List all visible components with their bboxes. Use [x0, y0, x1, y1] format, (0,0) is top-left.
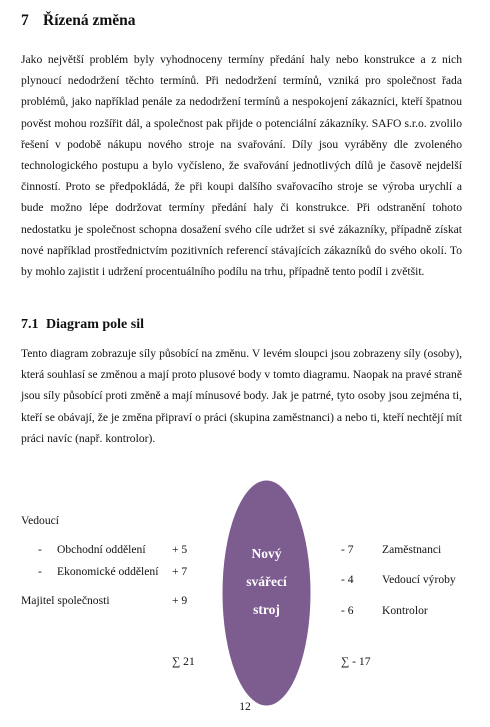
section-number: 7: [21, 12, 29, 29]
center-label-line-1: Nový: [251, 546, 282, 561]
page-number: 12: [239, 700, 251, 713]
center-label-line-2: svářecí: [246, 574, 287, 589]
center-label-line-3: stroj: [253, 602, 280, 617]
left-group-label: Vedoucí: [21, 514, 59, 527]
right-item-label: Zaměstnanci: [382, 543, 442, 556]
left-item-label: Obchodní oddělení: [57, 543, 146, 556]
right-item-label: Vedoucí výroby: [382, 573, 456, 586]
right-item-value: - 6: [341, 604, 354, 617]
right-item-value: - 7: [341, 543, 354, 556]
left-item-bullet: -: [38, 543, 42, 556]
section-heading: [21, 12, 136, 30]
right-item-value: - 4: [341, 573, 354, 586]
left-item-label: Ekonomické oddělení: [57, 565, 159, 578]
section-paragraph: Jako největší problém byly vyhodnoceny termíny předání haly nebo konstrukce a z nich plynoucí nedodržení těchto termínů. Při nedodržení termínů, vzniká pro společnost řada problémů, jako například penále za nedodržení termínů a nespokojení zákazníci, kteří špatnou pověst mohou rozšířit dál, a společnost pak přijde o potenciální zákazníky. SAFO s.r.o. zvolilo řešení v podobě nákupu nového stroje na svařování. Díly jsou vyráběny dle zvoleného technologického postupu a bylo vyčísleno, že svařování jednotlivých dílů je časově nejdelší činností. Proto se předpokládá, že při koupi dalšího svařovacího stroje se výroba urychlí a bude možno lépe dodržovat termíny předání haly či konstrukce. Při odstranění tohoto nedostatku je společnost schopna dosažení svého cíle udržet si své zákazníky, případně získat nové například prostřednictvím pozitivních referencí stávajících zákazníků do svého okolí. To by mohlo zajistit i udržení procentuálního podílu na trhu, případně tento podíl i zvětšit.: [21, 53, 462, 279]
left-item-bullet: -: [38, 565, 42, 578]
left-owner-label: Majitel společnosti: [21, 594, 110, 607]
change-ellipse: [222, 480, 311, 706]
subsection-number: 7.1: [21, 317, 39, 332]
left-item-value: + 7: [172, 565, 188, 578]
left-sum: ∑ 21: [172, 655, 195, 668]
right-sum: ∑ - 17: [341, 655, 371, 668]
subsection-title: Diagram pole sil: [46, 317, 144, 332]
left-item-value: + 5: [172, 543, 188, 556]
subsection-paragraph: Tento diagram zobrazuje síly působící na změnu. V levém sloupci jsou zobrazeny síly (osoby), která souhlasí se změnou a mají proto plusové body v tomto diagramu. Naopak na pravé straně jsou síly působící proti změně a mají mínusové body. Jak je patrné, tyto osoby jsou zejména ti, kteří se obávají, že je změna připraví o práci (skupina zaměstnanci) a nebo ti, kteří nechtějí mít práci navíc (např. kontrolor).: [21, 347, 462, 445]
right-item-label: Kontrolor: [382, 604, 428, 617]
left-owner-value: + 9: [172, 594, 188, 607]
subsection-heading: [21, 317, 144, 333]
section-title: Řízená změna: [43, 12, 136, 29]
